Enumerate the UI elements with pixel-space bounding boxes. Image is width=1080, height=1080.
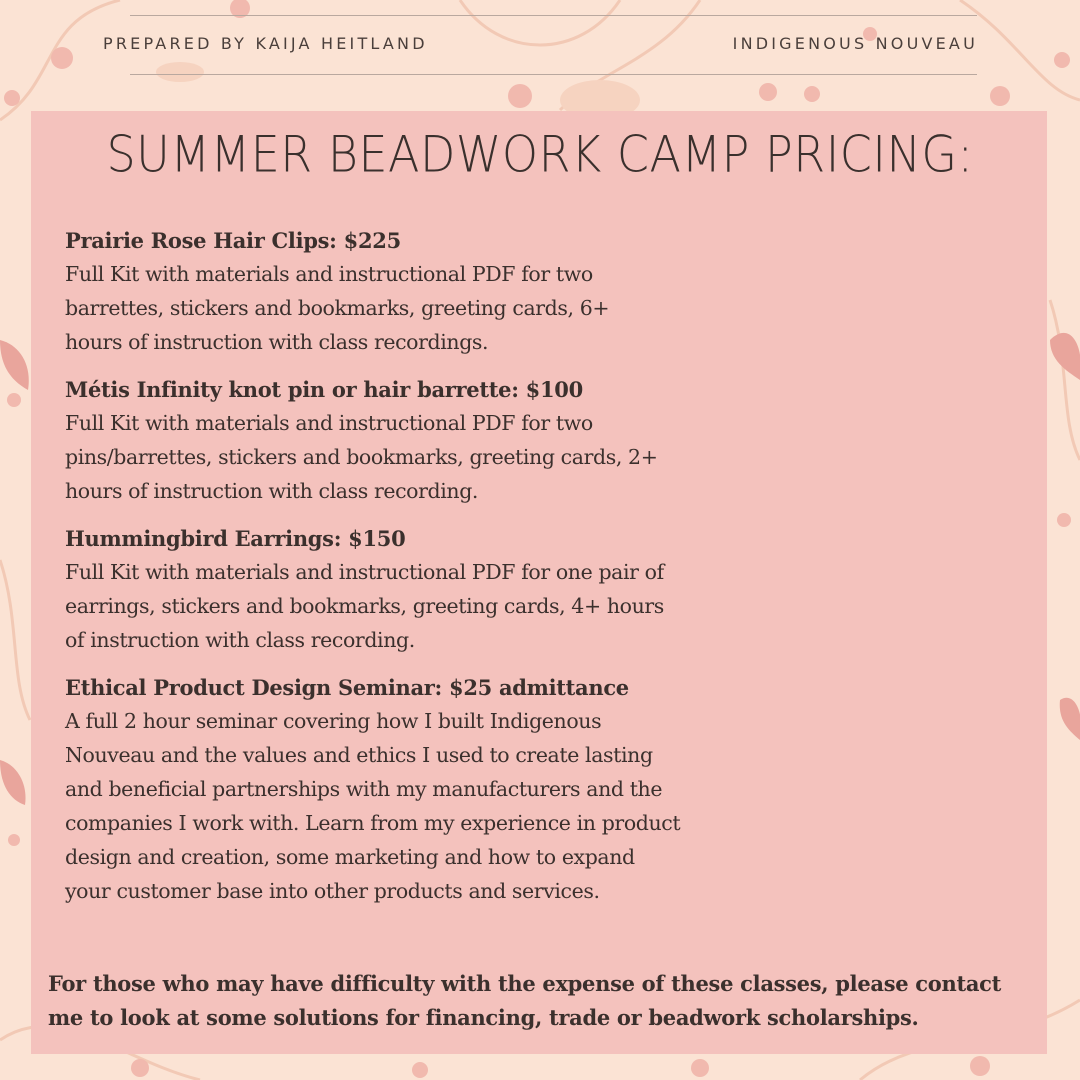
pricing-item-description: Full Kit with materials and instructional PDF for one pair of earrings, stickers and bookmarks, greeting cards, 4+ hours of instruction with class recording. <box>65 560 664 652</box>
pricing-item <box>65 374 765 508</box>
pricing-list <box>65 225 765 923</box>
pricing-item-description: Full Kit with materials and instructional PDF for two barrettes, stickers and bookmarks, greeting cards, 6+ hours of instruction with class recordings. <box>65 262 610 354</box>
pricing-item-heading: Ethical Product Design Seminar: $25 admittance <box>65 675 629 700</box>
pricing-item <box>65 225 765 359</box>
header-author-label: PREPARED BY KAIJA HEITLAND <box>103 34 428 53</box>
header-brand-label: INDIGENOUS NOUVEAU <box>732 34 978 53</box>
pricing-item <box>65 523 765 657</box>
pricing-item-heading: Métis Infinity knot pin or hair barrette: $100 <box>65 377 583 402</box>
pricing-item <box>65 672 765 908</box>
pricing-item-heading: Hummingbird Earrings: $150 <box>65 526 406 551</box>
pricing-item-heading: Prairie Rose Hair Clips: $225 <box>65 228 401 253</box>
header-bottom-divider <box>130 74 977 75</box>
financial-assistance-note: For those who may have difficulty with the expense of these classes, please contact me to look at some solutions for financing, trade or beadwork scholarships. <box>48 971 1002 1030</box>
header-top-divider <box>130 15 977 16</box>
pricing-item-description: Full Kit with materials and instructional PDF for two pins/barrettes, stickers and bookmarks, greeting cards, 2+ hours of instruction with class recording. <box>65 411 658 503</box>
page-title: SUMMER BEADWORK CAMP PRICING: <box>106 124 974 184</box>
pricing-item-description: A full 2 hour seminar covering how I built Indigenous Nouveau and the values and ethics I used to create lasting and beneficial partnerships with my manufacturers and the companies I work with. Learn from my experience in product design and creation, some marketing and how to expand your customer base into other products and services. <box>65 709 681 903</box>
